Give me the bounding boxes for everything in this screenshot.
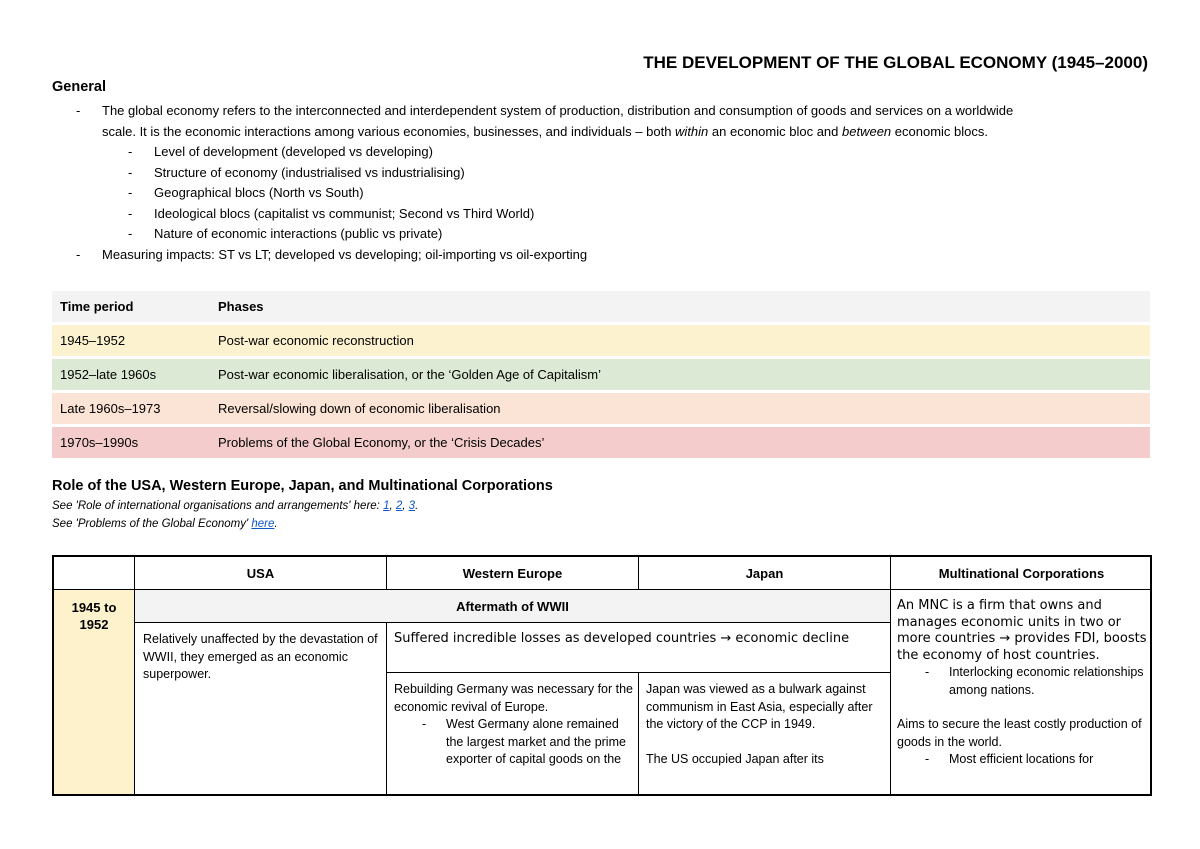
sub-bullet-text: Level of development (developed vs developing) xyxy=(154,144,433,159)
bullet-dash: - xyxy=(128,164,133,180)
period-label: 1945 to 1952 xyxy=(71,600,117,632)
mnc-sub-text-1: Interlocking economic relationships among nations. xyxy=(949,665,1144,697)
link-end: . xyxy=(415,500,419,512)
table-row xyxy=(52,393,1150,424)
bullet-dash: - xyxy=(128,185,133,200)
measuring-bullet xyxy=(52,245,1152,266)
general-heading: General xyxy=(52,79,106,95)
phases-header-row xyxy=(52,291,1150,322)
phase-cell: Problems of the Global Economy, or the ‘Crisis Decades’ xyxy=(210,427,1150,458)
header-phases: Phases xyxy=(210,291,1150,322)
link-3[interactable]: 3 xyxy=(408,500,416,512)
western-europe-text xyxy=(394,681,634,769)
bullet-dash: - xyxy=(128,205,133,221)
period-cell: 1945–1952 xyxy=(52,325,210,356)
usa-text: Relatively unaffected by the devastation of WWII, they emerged as an economic superpower. xyxy=(143,632,378,681)
phases-table xyxy=(52,288,1150,461)
definition-line-2a: scale. It is the economic interactions among various economies, businesses, and individuals – both xyxy=(102,123,676,139)
measuring-text: Measuring impacts: ST vs LT; developed vs developing; oil-importing vs oil-exporting xyxy=(102,246,588,262)
grid-line xyxy=(890,557,891,794)
we-paragraph: Rebuilding Germany was necessary for the economic revival of Europe. xyxy=(394,682,634,714)
grid-line xyxy=(638,672,639,794)
sub-bullet xyxy=(52,224,1152,245)
sub-bullet xyxy=(52,163,1152,184)
sub-bullet xyxy=(52,142,1152,163)
link-1[interactable]: 1 xyxy=(383,500,390,512)
definition-between: between xyxy=(842,123,892,139)
phase-cell: Post-war economic reconstruction xyxy=(210,325,1150,356)
column-header-japan: Japan xyxy=(745,566,784,581)
japan-text xyxy=(646,681,884,768)
grid-line xyxy=(134,557,135,794)
table-row xyxy=(52,427,1150,458)
mnc-paragraph-2: Aims to secure the least costly production of goods in the world. xyxy=(897,717,1142,749)
grid-line xyxy=(134,622,890,623)
page-title: THE DEVELOPMENT OF THE GLOBAL ECONOMY (1945–2000) xyxy=(643,53,1148,72)
definition-bullet xyxy=(52,101,1152,142)
period-cell: 1952–late 1960s xyxy=(52,359,210,390)
grid-line xyxy=(386,622,387,794)
mnc-sub-bullet-2 xyxy=(897,751,1151,769)
bullet-dash: - xyxy=(76,103,81,118)
we-japan-shared-text: Suffered incredible losses as developed countries → economic decline xyxy=(394,631,850,646)
see-also-text: See 'Role of international organisations and arrangements' here: xyxy=(52,500,384,512)
column-header-western-europe: Western Europe xyxy=(462,566,563,581)
roles-heading: Role of the USA, Western Europe, Japan, and Multinational Corporations xyxy=(52,478,553,494)
see-also-text: See 'Problems of the Global Economy' xyxy=(52,518,252,530)
sub-bullet-text: Ideological blocs (capitalist vs communist; Second vs Third World) xyxy=(154,205,535,221)
definition-line-2b: an economic bloc and xyxy=(708,123,842,139)
bullet-dash: - xyxy=(128,226,133,241)
table-row xyxy=(52,325,1150,356)
link-here[interactable]: here xyxy=(251,518,275,530)
link-separator: , xyxy=(389,500,396,512)
general-bullets xyxy=(52,101,1152,265)
bullet-dash: - xyxy=(422,717,427,731)
bullet-dash: - xyxy=(925,752,930,766)
sub-bullet-text: Nature of economic interactions (public vs private) xyxy=(154,226,443,241)
link-2[interactable]: 2 xyxy=(395,500,403,512)
sub-bullet xyxy=(52,204,1152,225)
bullet-dash: - xyxy=(128,144,133,159)
sub-bullet xyxy=(52,183,1152,204)
grid-line xyxy=(54,589,1150,590)
we-sub-bullet xyxy=(394,716,634,769)
bullet-dash: - xyxy=(925,665,930,679)
japan-paragraph-2: The US occupied Japan after its xyxy=(646,751,824,766)
sub-bullet-text: Structure of economy (industrialised vs industrialising) xyxy=(154,164,465,180)
see-also-links-1 xyxy=(52,500,418,512)
we-sub-text: West Germany alone remained the largest market and the prime exporter of capital goods on the xyxy=(446,717,626,766)
definition-line-2c: economic blocs. xyxy=(891,123,988,139)
column-header-usa: USA xyxy=(246,566,275,581)
period-cell: 1970s–1990s xyxy=(52,427,210,458)
mnc-text xyxy=(897,598,1151,769)
aftermath-label: Aftermath of WWII xyxy=(456,599,569,614)
bullet-dash: - xyxy=(76,246,81,262)
see-also-links-2 xyxy=(52,518,278,530)
link-separator: , xyxy=(402,500,409,512)
column-header-mnc: Multinational Corporations xyxy=(938,566,1105,581)
link-end: . xyxy=(274,518,278,530)
table-row xyxy=(52,359,1150,390)
header-time-period: Time period xyxy=(52,291,210,322)
roles-table xyxy=(52,555,1152,796)
mnc-sub-bullet-1 xyxy=(897,664,1151,699)
phase-cell: Reversal/slowing down of economic liberalisation xyxy=(210,393,1150,424)
phase-cell: Post-war economic liberalisation, or the ‘Golden Age of Capitalism’ xyxy=(210,359,1150,390)
sub-bullet-text: Geographical blocs (North vs South) xyxy=(154,185,364,200)
japan-paragraph-1: Japan was viewed as a bulwark against communism in East Asia, especially after the victory of the CCP in 1949. xyxy=(646,682,873,731)
period-cell: Late 1960s–1973 xyxy=(52,393,210,424)
mnc-paragraph-1: An MNC is a firm that owns and manages economic units in two or more countries → provides FDI, boosts the economy of host countries. xyxy=(897,598,1147,663)
definition-within: within xyxy=(675,123,709,139)
definition-line-1: The global economy refers to the interconnected and interdependent system of production, distribution and consumption of goods and services on a worldwide xyxy=(102,103,1014,118)
mnc-sub-text-2: Most efficient locations for xyxy=(949,752,1094,766)
